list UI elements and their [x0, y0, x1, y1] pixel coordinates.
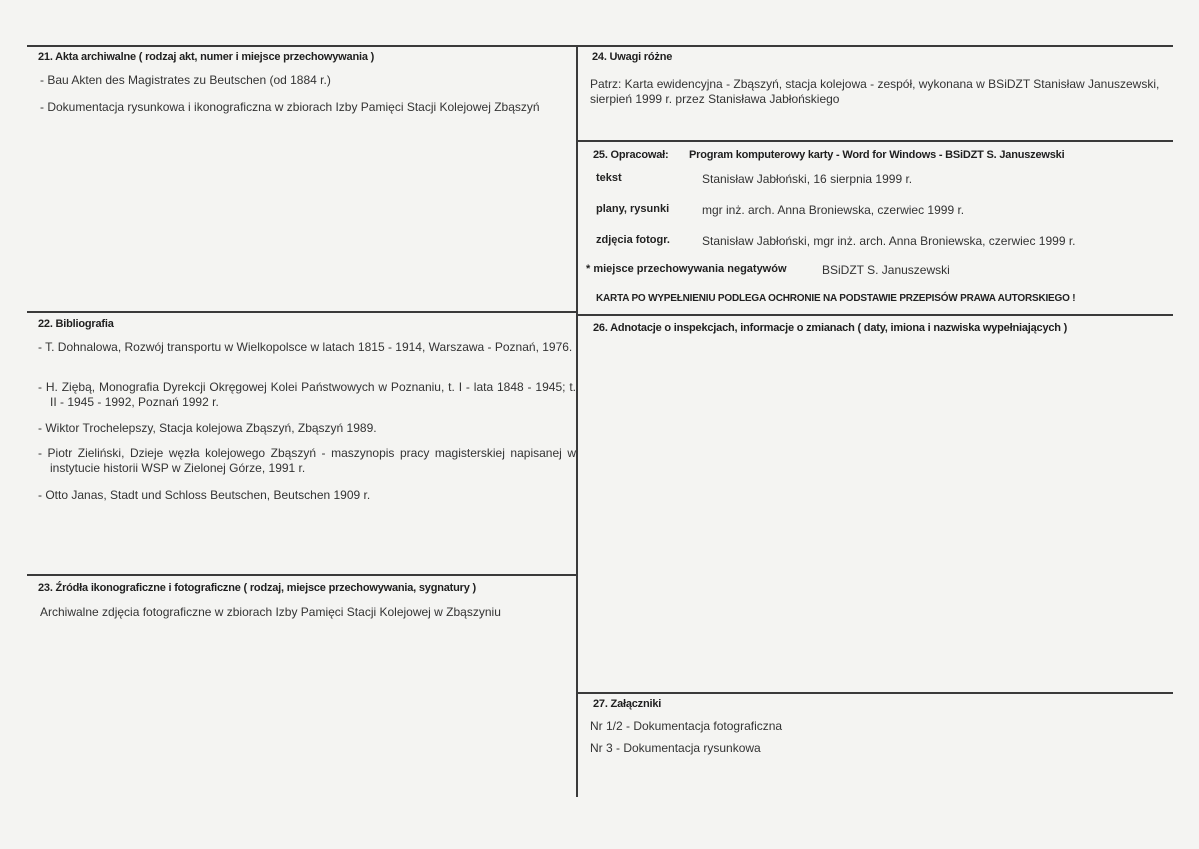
- sec27-item-2: Nr 3 - Dokumentacja rysunkowa: [590, 741, 761, 755]
- sec21-item-1: - Bau Akten des Magistrates zu Beutschen (od 1884 r.): [40, 73, 331, 87]
- sec25-label-tekst: tekst: [596, 172, 622, 184]
- sec25-value-zdjecia: Stanisław Jabłoński, mgr inż. arch. Anna Broniewska, czerwiec 1999 r.: [702, 234, 1076, 248]
- divider-25-26: [578, 314, 1173, 316]
- sec23-text: Archiwalne zdjęcia fotograficzne w zbiorach Izby Pamięci Stacji Kolejowej w Zbąszyniu: [40, 605, 501, 619]
- sec22-item-5: - Otto Janas, Stadt und Schloss Beutschen, Beutschen 1909 r.: [38, 488, 371, 502]
- sec27-item-1: Nr 1/2 - Dokumentacja fotograficzna: [590, 719, 783, 733]
- sec27-title: 27. Załączniki: [593, 698, 662, 710]
- divider-24-25: [578, 140, 1173, 142]
- sec25-value-tekst: Stanisław Jabłoński, 16 sierpnia 1999 r.: [702, 172, 913, 186]
- center-divider: [576, 45, 578, 797]
- sec21-item-2: - Dokumentacja rysunkowa i ikonograficzna w zbiorach Izby Pamięci Stacji Kolejowej Zbąszyń: [40, 100, 540, 114]
- sec26-title: 26. Adnotacje o inspekcjach, informacje o zmianach ( daty, imiona i nazwiska wypełniających ): [593, 322, 1068, 334]
- divider-21-22: [27, 311, 577, 313]
- divider-22-23: [27, 574, 577, 576]
- top-border-left: [27, 45, 577, 47]
- sec23-title: 23. Źródła ikonograficzne i fotograficzne ( rodzaj, miejsce przechowywania, sygnatury ): [38, 582, 476, 594]
- sec25-negatives-value: BSiDZT S. Januszewski: [822, 263, 950, 277]
- sec25-title: 25. Opracował:: [593, 149, 669, 161]
- sec22-item-2: - H. Ziębą, Monografia Dyrekcji Okręgowej Kolei Państwowych w Poznaniu, t. I - lata 1848 - 1945; t. II - 1945 - 1992, Poznań 1992 r.: [38, 380, 576, 409]
- sec22-title: 22. Bibliografia: [38, 318, 114, 330]
- sec25-label-plany: plany, rysunki: [596, 203, 670, 215]
- sec22-item-4: - Piotr Zieliński, Dzieje węzła kolejowego Zbąszyń - maszynopis pracy magisterskiej napisanej w instytucie historii WSP w Zielonej Górze, 1991 r.: [38, 446, 576, 475]
- sec25-negatives-label: * miejsce przechowywania negatywów: [586, 263, 787, 275]
- divider-26-27: [578, 692, 1173, 694]
- sec25-value-plany: mgr inż. arch. Anna Broniewska, czerwiec 1999 r.: [702, 203, 965, 217]
- sec21-title: 21. Akta archiwalne ( rodzaj akt, numer i miejsce przechowywania ): [38, 51, 375, 63]
- sec22-item-1: - T. Dohnalowa, Rozwój transportu w Wielkopolsce w latach 1815 - 1914, Warszawa - Poznań, 1976.: [38, 340, 573, 354]
- sec25-label-zdjecia: zdjęcia fotogr.: [596, 234, 670, 246]
- sec25-program: Program komputerowy karty - Word for Windows - BSiDZT S. Januszewski: [689, 149, 1065, 161]
- sec22-item-3: - Wiktor Trochelepszy, Stacja kolejowa Zbąszyń, Zbąszyń 1989.: [38, 421, 377, 435]
- sec24-text: Patrz: Karta ewidencyjna - Zbąszyń, stacja kolejowa - zespół, wykonana w BSiDZT Stanisław Januszewski, sierpień 1999 r. przez Stanisława Jabłońskiego: [590, 77, 1160, 106]
- sec24-title: 24. Uwagi różne: [592, 51, 673, 63]
- top-border-right: [578, 45, 1173, 47]
- sec25-copyright-notice: KARTA PO WYPEŁNIENIU PODLEGA OCHRONIE NA PODSTAWIE PRZEPISÓW PRAWA AUTORSKIEGO !: [596, 293, 1076, 304]
